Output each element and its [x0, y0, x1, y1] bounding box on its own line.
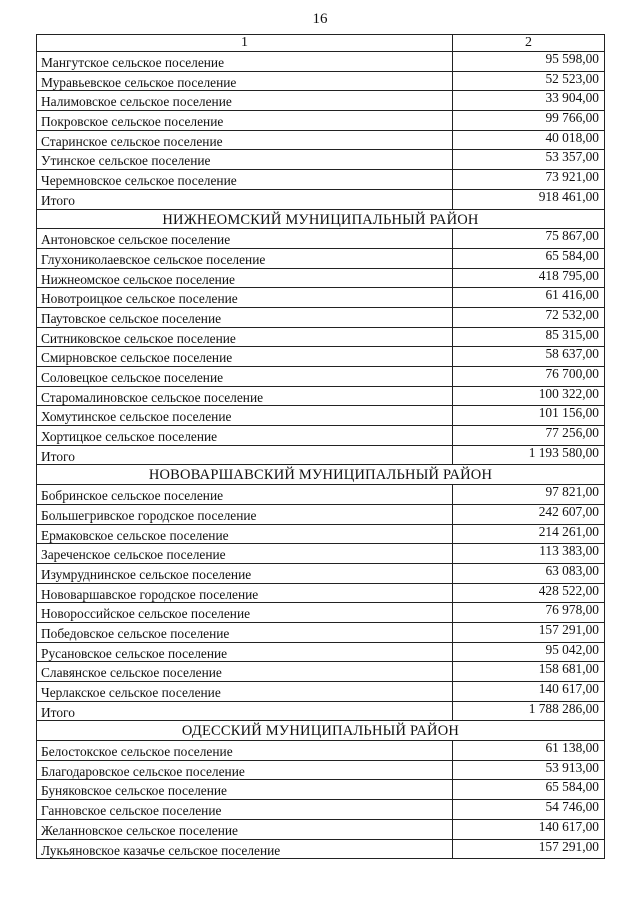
settlement-amount: 214 261,00	[453, 525, 605, 545]
settlement-amount: 77 256,00	[453, 426, 605, 446]
table-row	[37, 623, 605, 643]
settlement-name: Смирновское сельское поселение	[37, 347, 453, 367]
settlement-name: Победовское сельское поселение	[37, 623, 453, 643]
table-row	[37, 72, 605, 92]
table-row	[37, 780, 605, 800]
table-row	[37, 308, 605, 328]
settlement-name: Ермаковское сельское поселение	[37, 525, 453, 545]
settlement-amount: 53 357,00	[453, 150, 605, 170]
settlement-name: Бобринское сельское поселение	[37, 485, 453, 505]
total-label: Итого	[37, 190, 453, 210]
settlement-amount: 157 291,00	[453, 623, 605, 643]
settlement-amount: 61 138,00	[453, 741, 605, 761]
settlement-amount: 157 291,00	[453, 840, 605, 860]
settlement-name: Черемновское сельское поселение	[37, 170, 453, 190]
table-row	[37, 603, 605, 623]
table-row	[37, 406, 605, 426]
table-row	[37, 111, 605, 131]
table-row	[37, 52, 605, 72]
settlement-name: Нововаршавское городское поселение	[37, 584, 453, 604]
settlement-amount: 72 532,00	[453, 308, 605, 328]
settlement-amount: 140 617,00	[453, 682, 605, 702]
settlement-amount: 73 921,00	[453, 170, 605, 190]
table-row	[37, 131, 605, 151]
table-row	[37, 682, 605, 702]
total-label: Итого	[37, 702, 453, 722]
settlement-name: Славянское сельское поселение	[37, 662, 453, 682]
table-row	[37, 229, 605, 249]
settlement-amount: 99 766,00	[453, 111, 605, 131]
settlement-amount: 113 383,00	[453, 544, 605, 564]
table-row	[37, 761, 605, 781]
settlement-amount: 95 042,00	[453, 643, 605, 663]
table-row	[37, 249, 605, 269]
settlement-amount: 33 904,00	[453, 91, 605, 111]
settlement-amount: 52 523,00	[453, 72, 605, 92]
settlement-amount: 158 681,00	[453, 662, 605, 682]
settlement-amount: 40 018,00	[453, 131, 605, 151]
total-row	[37, 190, 605, 210]
settlement-name: Лукьяновское казачье сельское поселение	[37, 840, 453, 860]
settlement-name: Муравьевское сельское поселение	[37, 72, 453, 92]
settlement-amount: 58 637,00	[453, 347, 605, 367]
table-row	[37, 91, 605, 111]
total-amount: 1 193 580,00	[453, 446, 605, 466]
total-amount: 1 788 286,00	[453, 702, 605, 722]
table-row	[37, 544, 605, 564]
settlement-amount: 101 156,00	[453, 406, 605, 426]
table-row	[37, 170, 605, 190]
settlement-name: Хомутинское сельское поселение	[37, 406, 453, 426]
table-row	[37, 485, 605, 505]
settlement-name: Русановское сельское поселение	[37, 643, 453, 663]
settlement-amount: 65 584,00	[453, 780, 605, 800]
settlement-name: Покровское сельское поселение	[37, 111, 453, 131]
settlement-amount: 418 795,00	[453, 269, 605, 289]
table-row	[37, 269, 605, 289]
settlement-amount: 76 978,00	[453, 603, 605, 623]
settlement-name: Хортицкое сельское поселение	[37, 426, 453, 446]
settlement-amount: 100 322,00	[453, 387, 605, 407]
settlement-name: Ганновское сельское поселение	[37, 800, 453, 820]
settlement-amount: 97 821,00	[453, 485, 605, 505]
table-row	[37, 800, 605, 820]
settlement-name: Старомалиновское сельское поселение	[37, 387, 453, 407]
total-row	[37, 702, 605, 722]
settlement-amount: 65 584,00	[453, 249, 605, 269]
settlement-amount: 53 913,00	[453, 761, 605, 781]
settlement-amount: 63 083,00	[453, 564, 605, 584]
table-row	[37, 662, 605, 682]
table-row	[37, 840, 605, 860]
district-name: НИЖНЕОМСКИЙ МУНИЦИПАЛЬНЫЙ РАЙОН	[37, 210, 605, 230]
settlement-name: Желанновское сельское поселение	[37, 820, 453, 840]
table-row	[37, 741, 605, 761]
district-name: ОДЕССКИЙ МУНИЦИПАЛЬНЫЙ РАЙОН	[37, 721, 605, 741]
total-row	[37, 446, 605, 466]
table-row	[37, 387, 605, 407]
table-row	[37, 150, 605, 170]
table-row	[37, 347, 605, 367]
column-header-1: 1	[37, 35, 453, 52]
table-row	[37, 525, 605, 545]
settlement-amount: 140 617,00	[453, 820, 605, 840]
settlement-amount: 61 416,00	[453, 288, 605, 308]
settlement-name: Новотроицкое сельское поселение	[37, 288, 453, 308]
district-header-row	[37, 210, 605, 230]
settlement-name: Ситниковское сельское поселение	[37, 328, 453, 348]
table-row	[37, 367, 605, 387]
total-amount: 918 461,00	[453, 190, 605, 210]
page-number: 16	[312, 11, 328, 27]
settlement-name: Соловецкое сельское поселение	[37, 367, 453, 387]
district-header-row	[37, 721, 605, 741]
settlement-amount: 75 867,00	[453, 229, 605, 249]
settlement-name: Черлакское сельское поселение	[37, 682, 453, 702]
settlement-name: Благодаровское сельское поселение	[37, 761, 453, 781]
table-row	[37, 643, 605, 663]
table-header-row	[37, 35, 605, 52]
total-label: Итого	[37, 446, 453, 466]
settlement-name: Нижнеомское сельское поселение	[37, 269, 453, 289]
settlement-name: Паутовское сельское поселение	[37, 308, 453, 328]
settlement-name: Новороссийское сельское поселение	[37, 603, 453, 623]
settlement-amount: 242 607,00	[453, 505, 605, 525]
table-row	[37, 564, 605, 584]
district-header-row	[37, 465, 605, 485]
table-body	[37, 52, 605, 859]
settlement-name: Изумруднинское сельское поселение	[37, 564, 453, 584]
settlement-amount: 95 598,00	[453, 52, 605, 72]
settlement-name: Буняковское сельское поселение	[37, 780, 453, 800]
settlement-name: Белостокское сельское поселение	[37, 741, 453, 761]
settlement-name: Антоновское сельское поселение	[37, 229, 453, 249]
settlement-amount: 428 522,00	[453, 584, 605, 604]
district-name: НОВОВАРШАВСКИЙ МУНИЦИПАЛЬНЫЙ РАЙОН	[37, 465, 605, 485]
settlement-amount: 54 746,00	[453, 800, 605, 820]
table-row	[37, 820, 605, 840]
column-header-2: 2	[453, 35, 605, 52]
table-row	[37, 288, 605, 308]
settlement-name: Налимовское сельское поселение	[37, 91, 453, 111]
settlement-name: Старинское сельское поселение	[37, 131, 453, 151]
settlement-name: Зареченское сельское поселение	[37, 544, 453, 564]
table-row	[37, 328, 605, 348]
table-row	[37, 426, 605, 446]
table-row	[37, 584, 605, 604]
settlement-amount: 85 315,00	[453, 328, 605, 348]
settlement-name: Большегривское городское поселение	[37, 505, 453, 525]
table-row	[37, 505, 605, 525]
settlement-name: Глухониколаевское сельское поселение	[37, 249, 453, 269]
budget-table	[36, 34, 605, 859]
settlement-name: Мангутское сельское поселение	[37, 52, 453, 72]
settlement-name: Утинское сельское поселение	[37, 150, 453, 170]
settlement-amount: 76 700,00	[453, 367, 605, 387]
